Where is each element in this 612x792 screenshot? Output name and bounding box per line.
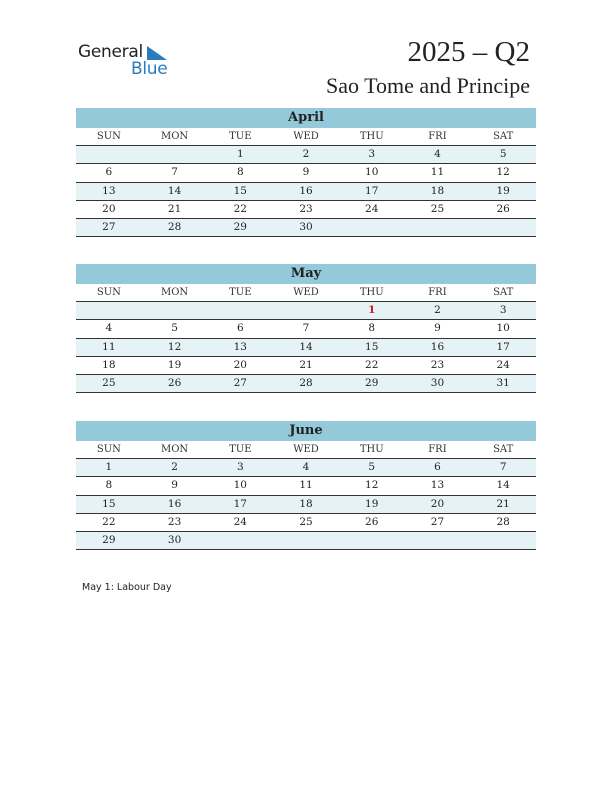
date-cell: 31 <box>496 377 510 390</box>
weekday-label: THU <box>359 287 384 298</box>
date-cell: 9 <box>302 166 310 179</box>
month-name: May <box>76 264 536 284</box>
date-cell: 2 <box>434 304 441 316</box>
holiday-date-cell: 1 <box>368 304 376 316</box>
date-cell: 6 <box>105 166 113 179</box>
date-cell: 17 <box>496 340 510 353</box>
weekday-label: FRI <box>428 287 447 298</box>
date-cell: 28 <box>299 377 313 390</box>
date-cell: 24 <box>496 358 510 371</box>
date-cell: 9 <box>171 479 178 492</box>
weekday-label: WED <box>293 287 319 298</box>
date-cell: 24 <box>233 515 247 528</box>
logo-word-general: General <box>78 42 143 62</box>
date-cell: 8 <box>368 322 376 335</box>
date-cell <box>339 532 405 549</box>
date-cell: 29 <box>102 534 116 547</box>
date-cell: 23 <box>430 358 445 371</box>
date-cell: 23 <box>167 515 182 528</box>
date-cell: 9 <box>434 322 441 335</box>
week-row <box>76 339 536 357</box>
week-row <box>76 320 536 338</box>
date-cell: 19 <box>496 184 510 197</box>
date-cell: 26 <box>167 377 182 390</box>
date-cell <box>142 302 208 319</box>
weekday-label: MON <box>160 287 189 298</box>
date-cell: 11 <box>102 340 116 353</box>
weekday-label: MON <box>160 131 189 142</box>
week-row <box>76 459 536 477</box>
week-row <box>76 219 536 237</box>
weekday-label: TUE <box>229 444 252 455</box>
weekday-label: THU <box>359 131 384 142</box>
week-row <box>76 375 536 393</box>
date-cell: 24 <box>365 202 379 215</box>
week-row <box>76 183 536 201</box>
date-cell: 6 <box>434 461 441 473</box>
date-cell: 16 <box>167 497 182 510</box>
week-row <box>76 302 536 320</box>
date-cell: 12 <box>365 479 379 492</box>
week-row <box>76 146 536 164</box>
date-cell: 22 <box>365 358 379 371</box>
month-calendar-april <box>76 108 536 237</box>
logo <box>78 42 178 82</box>
date-cell: 15 <box>102 497 116 510</box>
week-row <box>76 496 536 514</box>
date-cell: 1 <box>236 148 244 160</box>
date-cell: 21 <box>496 497 510 510</box>
week-row <box>76 164 536 182</box>
date-cell: 25 <box>430 202 445 215</box>
page-title: 2025 – Q2 <box>407 36 530 68</box>
date-cell: 26 <box>365 515 379 528</box>
date-cell: 28 <box>167 221 182 234</box>
date-cell <box>273 532 339 549</box>
date-cell: 8 <box>236 166 244 179</box>
date-cell: 13 <box>233 340 247 353</box>
date-cell: 20 <box>233 358 247 371</box>
date-cell: 4 <box>105 322 113 335</box>
date-cell: 7 <box>302 322 310 335</box>
date-cell: 3 <box>499 304 507 316</box>
date-cell: 21 <box>299 358 313 371</box>
weekday-label: SUN <box>96 131 121 142</box>
date-cell: 28 <box>496 515 510 528</box>
week-row <box>76 532 536 550</box>
weekday-label: SUN <box>96 287 121 298</box>
date-cell: 18 <box>430 184 445 197</box>
weekday-label: FRI <box>428 131 447 142</box>
date-cell: 27 <box>430 515 445 528</box>
date-cell: 16 <box>430 340 445 353</box>
weekday-label: SAT <box>493 444 514 455</box>
date-cell: 7 <box>499 461 507 473</box>
date-cell <box>273 302 339 319</box>
date-cell: 25 <box>299 515 313 528</box>
date-cell <box>405 219 471 236</box>
date-cell: 1 <box>105 461 113 473</box>
date-cell <box>142 146 208 163</box>
date-cell: 5 <box>368 461 376 473</box>
weekday-label: THU <box>359 444 384 455</box>
date-cell: 13 <box>430 479 445 492</box>
date-cell: 20 <box>430 497 445 510</box>
date-cell: 20 <box>102 202 116 215</box>
date-cell: 19 <box>365 497 379 510</box>
weekday-label: SUN <box>96 444 121 455</box>
date-cell: 11 <box>430 166 445 179</box>
date-cell: 2 <box>171 461 178 473</box>
date-cell: 21 <box>167 202 182 215</box>
month-name: June <box>76 421 536 441</box>
date-cell: 18 <box>299 497 313 510</box>
weekday-label: TUE <box>229 287 252 298</box>
date-cell: 29 <box>233 221 247 234</box>
weekday-label: FRI <box>428 444 447 455</box>
page-subtitle: Sao Tome and Principe <box>326 73 530 98</box>
date-cell <box>76 146 142 163</box>
date-cell: 4 <box>302 461 310 473</box>
date-cell: 18 <box>102 358 116 371</box>
week-row <box>76 514 536 532</box>
date-cell: 30 <box>167 534 182 547</box>
weekday-label: WED <box>293 444 319 455</box>
date-cell: 3 <box>236 461 244 473</box>
weekday-label: MON <box>160 444 189 455</box>
logo-word-blue: Blue <box>131 59 168 79</box>
date-cell: 26 <box>496 202 510 215</box>
weekday-header-row <box>76 284 536 302</box>
date-cell: 3 <box>368 148 376 160</box>
holiday-note: May 1: Labour Day <box>82 582 172 593</box>
date-cell: 8 <box>105 479 113 492</box>
date-cell <box>207 532 273 549</box>
date-cell: 15 <box>233 184 247 197</box>
date-cell: 17 <box>233 497 247 510</box>
date-cell: 23 <box>299 202 313 215</box>
date-cell: 13 <box>102 184 116 197</box>
weekday-header-row <box>76 441 536 459</box>
weekday-label: TUE <box>229 131 252 142</box>
date-cell: 12 <box>167 340 182 353</box>
date-cell <box>405 532 471 549</box>
date-cell: 17 <box>365 184 379 197</box>
weekday-label: SAT <box>493 287 514 298</box>
date-cell: 22 <box>102 515 116 528</box>
weekday-label: WED <box>293 131 319 142</box>
month-calendar-june <box>76 421 536 550</box>
date-cell: 10 <box>496 322 510 335</box>
date-cell: 14 <box>167 184 182 197</box>
date-cell: 7 <box>171 166 178 179</box>
month-name: April <box>76 108 536 128</box>
weekday-header-row <box>76 128 536 146</box>
date-cell: 30 <box>299 221 313 234</box>
date-cell: 15 <box>365 340 379 353</box>
date-cell: 6 <box>236 322 244 335</box>
date-cell: 27 <box>102 221 116 234</box>
date-cell: 10 <box>365 166 379 179</box>
date-cell <box>470 532 536 549</box>
week-row <box>76 201 536 219</box>
date-cell: 12 <box>496 166 510 179</box>
date-cell: 14 <box>496 479 510 492</box>
date-cell <box>207 302 273 319</box>
date-cell: 16 <box>299 184 313 197</box>
date-cell: 29 <box>365 377 379 390</box>
date-cell: 27 <box>233 377 247 390</box>
date-cell: 19 <box>167 358 182 371</box>
date-cell: 4 <box>434 148 441 160</box>
date-cell: 5 <box>499 148 507 160</box>
date-cell <box>470 219 536 236</box>
month-calendar-may <box>76 264 536 393</box>
date-cell: 2 <box>302 148 310 160</box>
week-row <box>76 357 536 375</box>
date-cell: 5 <box>171 322 178 335</box>
date-cell <box>339 219 405 236</box>
date-cell: 30 <box>430 377 445 390</box>
date-cell: 10 <box>233 479 247 492</box>
week-row <box>76 477 536 495</box>
date-cell: 25 <box>102 377 116 390</box>
weekday-label: SAT <box>493 131 514 142</box>
date-cell: 22 <box>233 202 247 215</box>
date-cell <box>76 302 142 319</box>
date-cell: 14 <box>299 340 313 353</box>
date-cell: 11 <box>299 479 313 492</box>
